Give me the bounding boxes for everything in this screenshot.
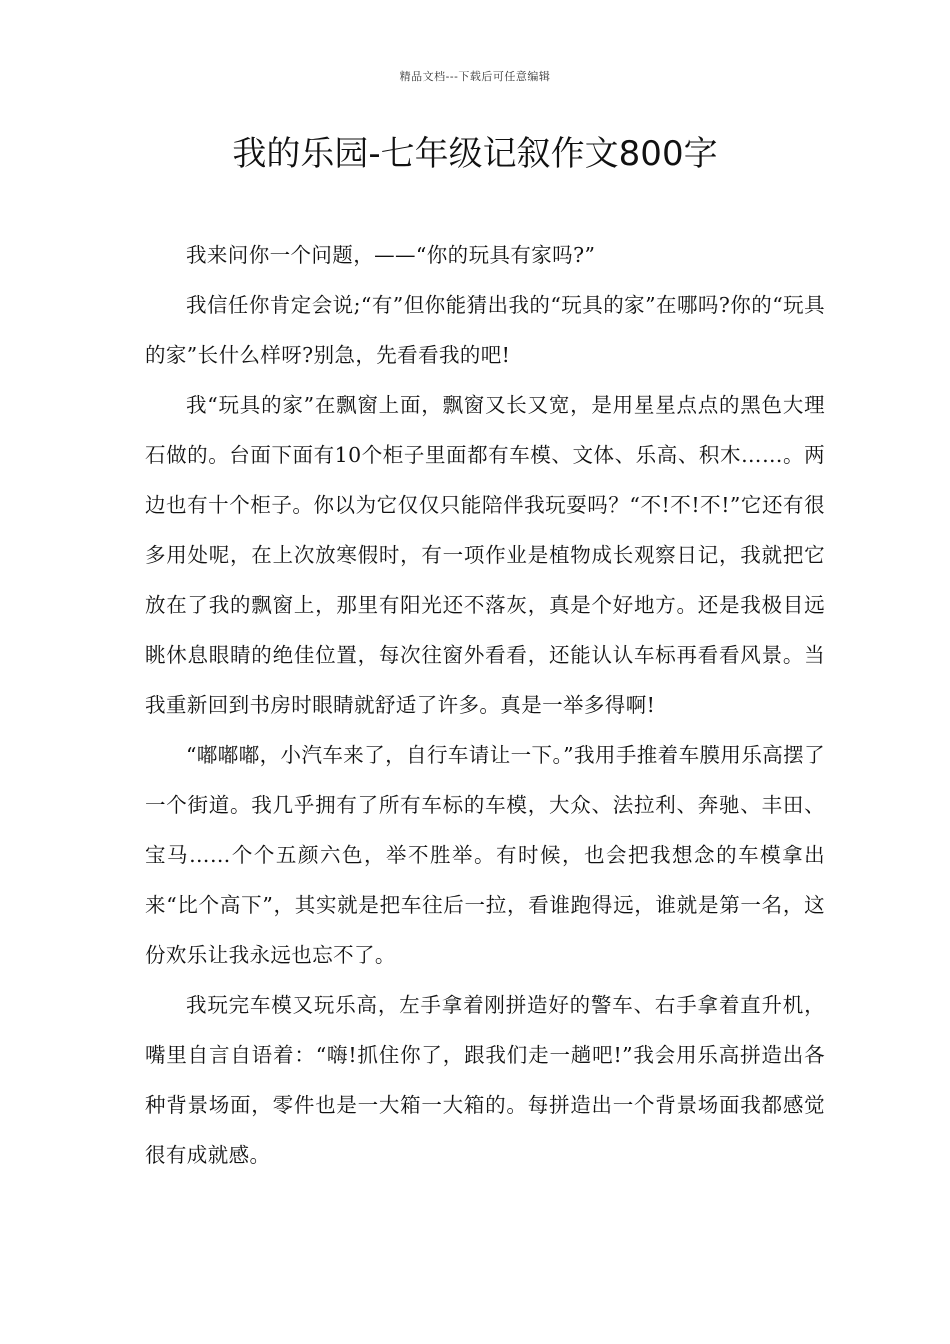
paragraph-4: “嘟嘟嘟，小汽车来了，自行车请让一下。”我用手推着车膜用乐高摆了一个街道。我几乎拥有了所有车标的车模，大众、法拉利、奔驰、丰田、宝马……个个五颜六色，举不胜举。有时候，也会把我想念的车模拿出来“比个高下”，其实就是把车往后一拉，看谁跑得远，谁就是第一名，这份欢乐让我永远也忘不了。 (145, 743, 825, 967)
header-note: 精品文档---下载后可任意编辑 (399, 70, 551, 83)
paragraph-2: 我信任你肯定会说;“有”但你能猜出我的“玩具的家”在哪吗?你的“玩具的家”长什么样呀?别急，先看看我的吧! (145, 293, 825, 367)
paragraph-1: 我来问你一个问题，——“你的玩具有家吗?” (186, 243, 596, 267)
document-body (145, 230, 825, 1180)
document-title: 我的乐园-七年级记叙作文800字 (232, 134, 718, 174)
paragraph-5: 我玩完车模又玩乐高，左手拿着刚拼造好的警车、右手拿着直升机，嘴里自言自语着：“嗨!抓住你了，跟我们走一趟吧!”我会用乐高拼造出各种背景场面，零件也是一大箱一大箱的。每拼造出一个背景场面我都感觉很有成就感。 (145, 993, 825, 1167)
paragraph-3: 我“玩具的家”在飘窗上面，飘窗又长又宽，是用星星点点的黑色大理石做的。台面下面有10个柜子里面都有车模、文体、乐高、积木……。两边也有十个柜子。你以为它仅仅只能陪伴我玩耍吗？“不!不!不!”它还有很多用处呢，在上次放寒假时，有一项作业是植物成长观察日记，我就把它放在了我的飘窗上，那里有阳光还不落灰，真是个好地方。还是我极目远眺休息眼睛的绝佳位置，每次往窗外看看，还能认认车标再看看风景。当我重新回到书房时眼睛就舒适了许多。真是一举多得啊! (145, 393, 825, 717)
